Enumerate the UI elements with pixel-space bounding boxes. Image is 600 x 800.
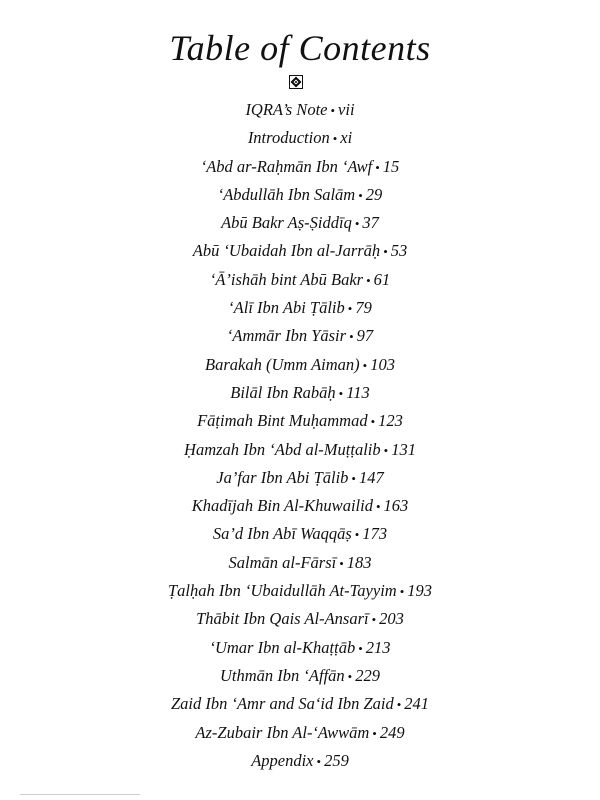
toc-entry-name: Ṭalḥah Ibn ‘Ubaidullāh At-Tayyim (167, 581, 397, 601)
toc-separator: • (349, 329, 354, 345)
toc-entry-name: Thābit Ibn Qais Al-Ansarī (196, 609, 369, 629)
toc-entry-page: 15 (382, 156, 400, 176)
toc-entry-page: 131 (391, 439, 416, 459)
toc-entry-name: Sa’d Ibn Abī Waqqāṣ (212, 524, 352, 544)
toc-entry-page: 163 (383, 496, 409, 516)
toc-separator: • (332, 131, 338, 147)
toc-entry-name: ‘Abdullāh Ibn Salām (217, 184, 356, 204)
toc-separator: • (375, 499, 381, 515)
toc-entry-name: Fāṭimah Bint Muḥammad (197, 411, 368, 431)
toc-entry-name: ‘Abd ar-Raḥmān Ibn ‘Awf (200, 156, 373, 176)
toc-entry-name: Ḥamzah Ibn ‘Abd al-Muṭṭalib (184, 439, 381, 459)
toc-entry-page: 183 (346, 552, 372, 572)
toc-separator: • (330, 103, 336, 118)
toc-entry-name: ‘Umar Ibn al-Khaṭṭāb (209, 637, 356, 657)
toc-entry (0, 181, 600, 209)
toc-separator: • (370, 414, 376, 430)
toc-entry-name: ‘Ā’ishāh bint Abū Bakr (209, 269, 364, 289)
toc-entry-page: 113 (346, 382, 370, 402)
toc-separator: • (347, 301, 353, 317)
toc-separator: • (358, 187, 363, 203)
toc-separator: • (316, 753, 322, 769)
toc-entry (0, 209, 600, 237)
toc-entry-name: IQRA’s Note (245, 100, 328, 119)
toc-entry-page: 29 (365, 184, 383, 204)
toc-entry-page: vii (338, 100, 355, 119)
toc-entry (0, 719, 600, 747)
toc-entry-name: Abū ‘Ubaidah Ibn al-Jarrāḥ (192, 241, 381, 261)
toc-entry (0, 492, 600, 520)
toc-entry-name: Salmān al-Fārsī (228, 552, 337, 572)
toc-entry-page: 103 (370, 354, 395, 374)
toc-entry-page: 37 (362, 213, 379, 233)
toc-separator: • (383, 442, 389, 458)
page-title: Table of Contents (169, 28, 431, 68)
toc-entry (0, 351, 600, 379)
toc-separator: • (362, 357, 368, 373)
toc-entry-page: xi (340, 128, 353, 148)
toc-separator: • (371, 612, 377, 628)
toc-entry-name: ‘Ammār Ibn Yāsir (226, 326, 347, 346)
toc-entry-page: 213 (365, 637, 391, 657)
toc-separator: • (366, 272, 371, 288)
toc-entry-page: 173 (362, 524, 388, 544)
toc-entry (0, 294, 600, 322)
toc-entry (0, 96, 600, 124)
toc-entry (0, 690, 600, 718)
toc-separator: • (354, 216, 360, 232)
toc-entry-page: 229 (355, 665, 380, 685)
toc-entry-page: 249 (379, 722, 405, 742)
toc-separator: • (338, 385, 344, 401)
toc-entry-page: 203 (379, 609, 404, 629)
toc-entry (0, 322, 600, 350)
toc-entry-name: Barakah (Umm Aiman) (205, 354, 360, 374)
toc-separator: • (354, 527, 360, 543)
diamond-ornament-icon (289, 75, 303, 89)
toc-entry-name: Uthmān Ibn ‘Affān (220, 665, 345, 685)
toc-entry-name: Appendix (251, 750, 314, 770)
toc-entry-name: Az-Zubair Ibn Al-‘Awwām (195, 722, 370, 742)
toc-entry-page: 79 (355, 298, 372, 318)
toc-entry (0, 407, 600, 435)
toc-entry-page: 193 (407, 581, 433, 601)
toc-list (0, 96, 600, 775)
toc-entry-page: 241 (404, 694, 430, 714)
toc-entry-page: 259 (324, 750, 349, 770)
scan-edge-divider (20, 794, 140, 795)
toc-entry-name: Ja’far Ibn Abi Ṭālib (216, 467, 349, 487)
toc-entry-page: 147 (358, 467, 384, 487)
toc-entry (0, 153, 600, 181)
toc-separator: • (399, 584, 405, 600)
toc-entry-name: Zaid Ibn ‘Amr and Sa‘id Ibn Zaid (170, 694, 394, 714)
toc-entry-name: ‘Alī Ibn Abi Ṭālib (228, 298, 345, 318)
toc-separator: • (347, 668, 353, 684)
toc-separator: • (351, 470, 356, 486)
toc-entry (0, 520, 600, 548)
toc-separator: • (383, 244, 388, 260)
toc-entry-name: Bilāl Ibn Rabāḥ (230, 382, 336, 402)
toc-separator: • (375, 159, 380, 175)
toc-entry-name: Khadījah Bin Al-Khuwailid (191, 496, 373, 516)
toc-entry-page: 97 (356, 326, 374, 346)
toc-separator: • (358, 640, 363, 656)
toc-entry (0, 266, 600, 294)
toc-entry (0, 634, 600, 662)
toc-entry (0, 436, 600, 464)
toc-entry (0, 662, 600, 690)
toc-entry (0, 747, 600, 775)
toc-entry (0, 605, 600, 633)
toc-entry-page: 61 (373, 269, 391, 289)
toc-entry-page: 123 (378, 411, 403, 431)
toc-entry (0, 577, 600, 605)
toc-entry (0, 464, 600, 492)
toc-entry (0, 549, 600, 577)
toc-entry (0, 124, 600, 152)
toc-entry-name: Introduction (247, 128, 330, 148)
toc-entry (0, 379, 600, 407)
toc-separator: • (339, 555, 344, 571)
toc-separator: • (372, 725, 377, 741)
toc-separator: • (396, 697, 402, 713)
toc-entry (0, 237, 600, 265)
toc-entry-name: Abū Bakr Aṣ-Ṣiddīq (221, 213, 352, 233)
toc-entry-page: 53 (390, 241, 408, 261)
